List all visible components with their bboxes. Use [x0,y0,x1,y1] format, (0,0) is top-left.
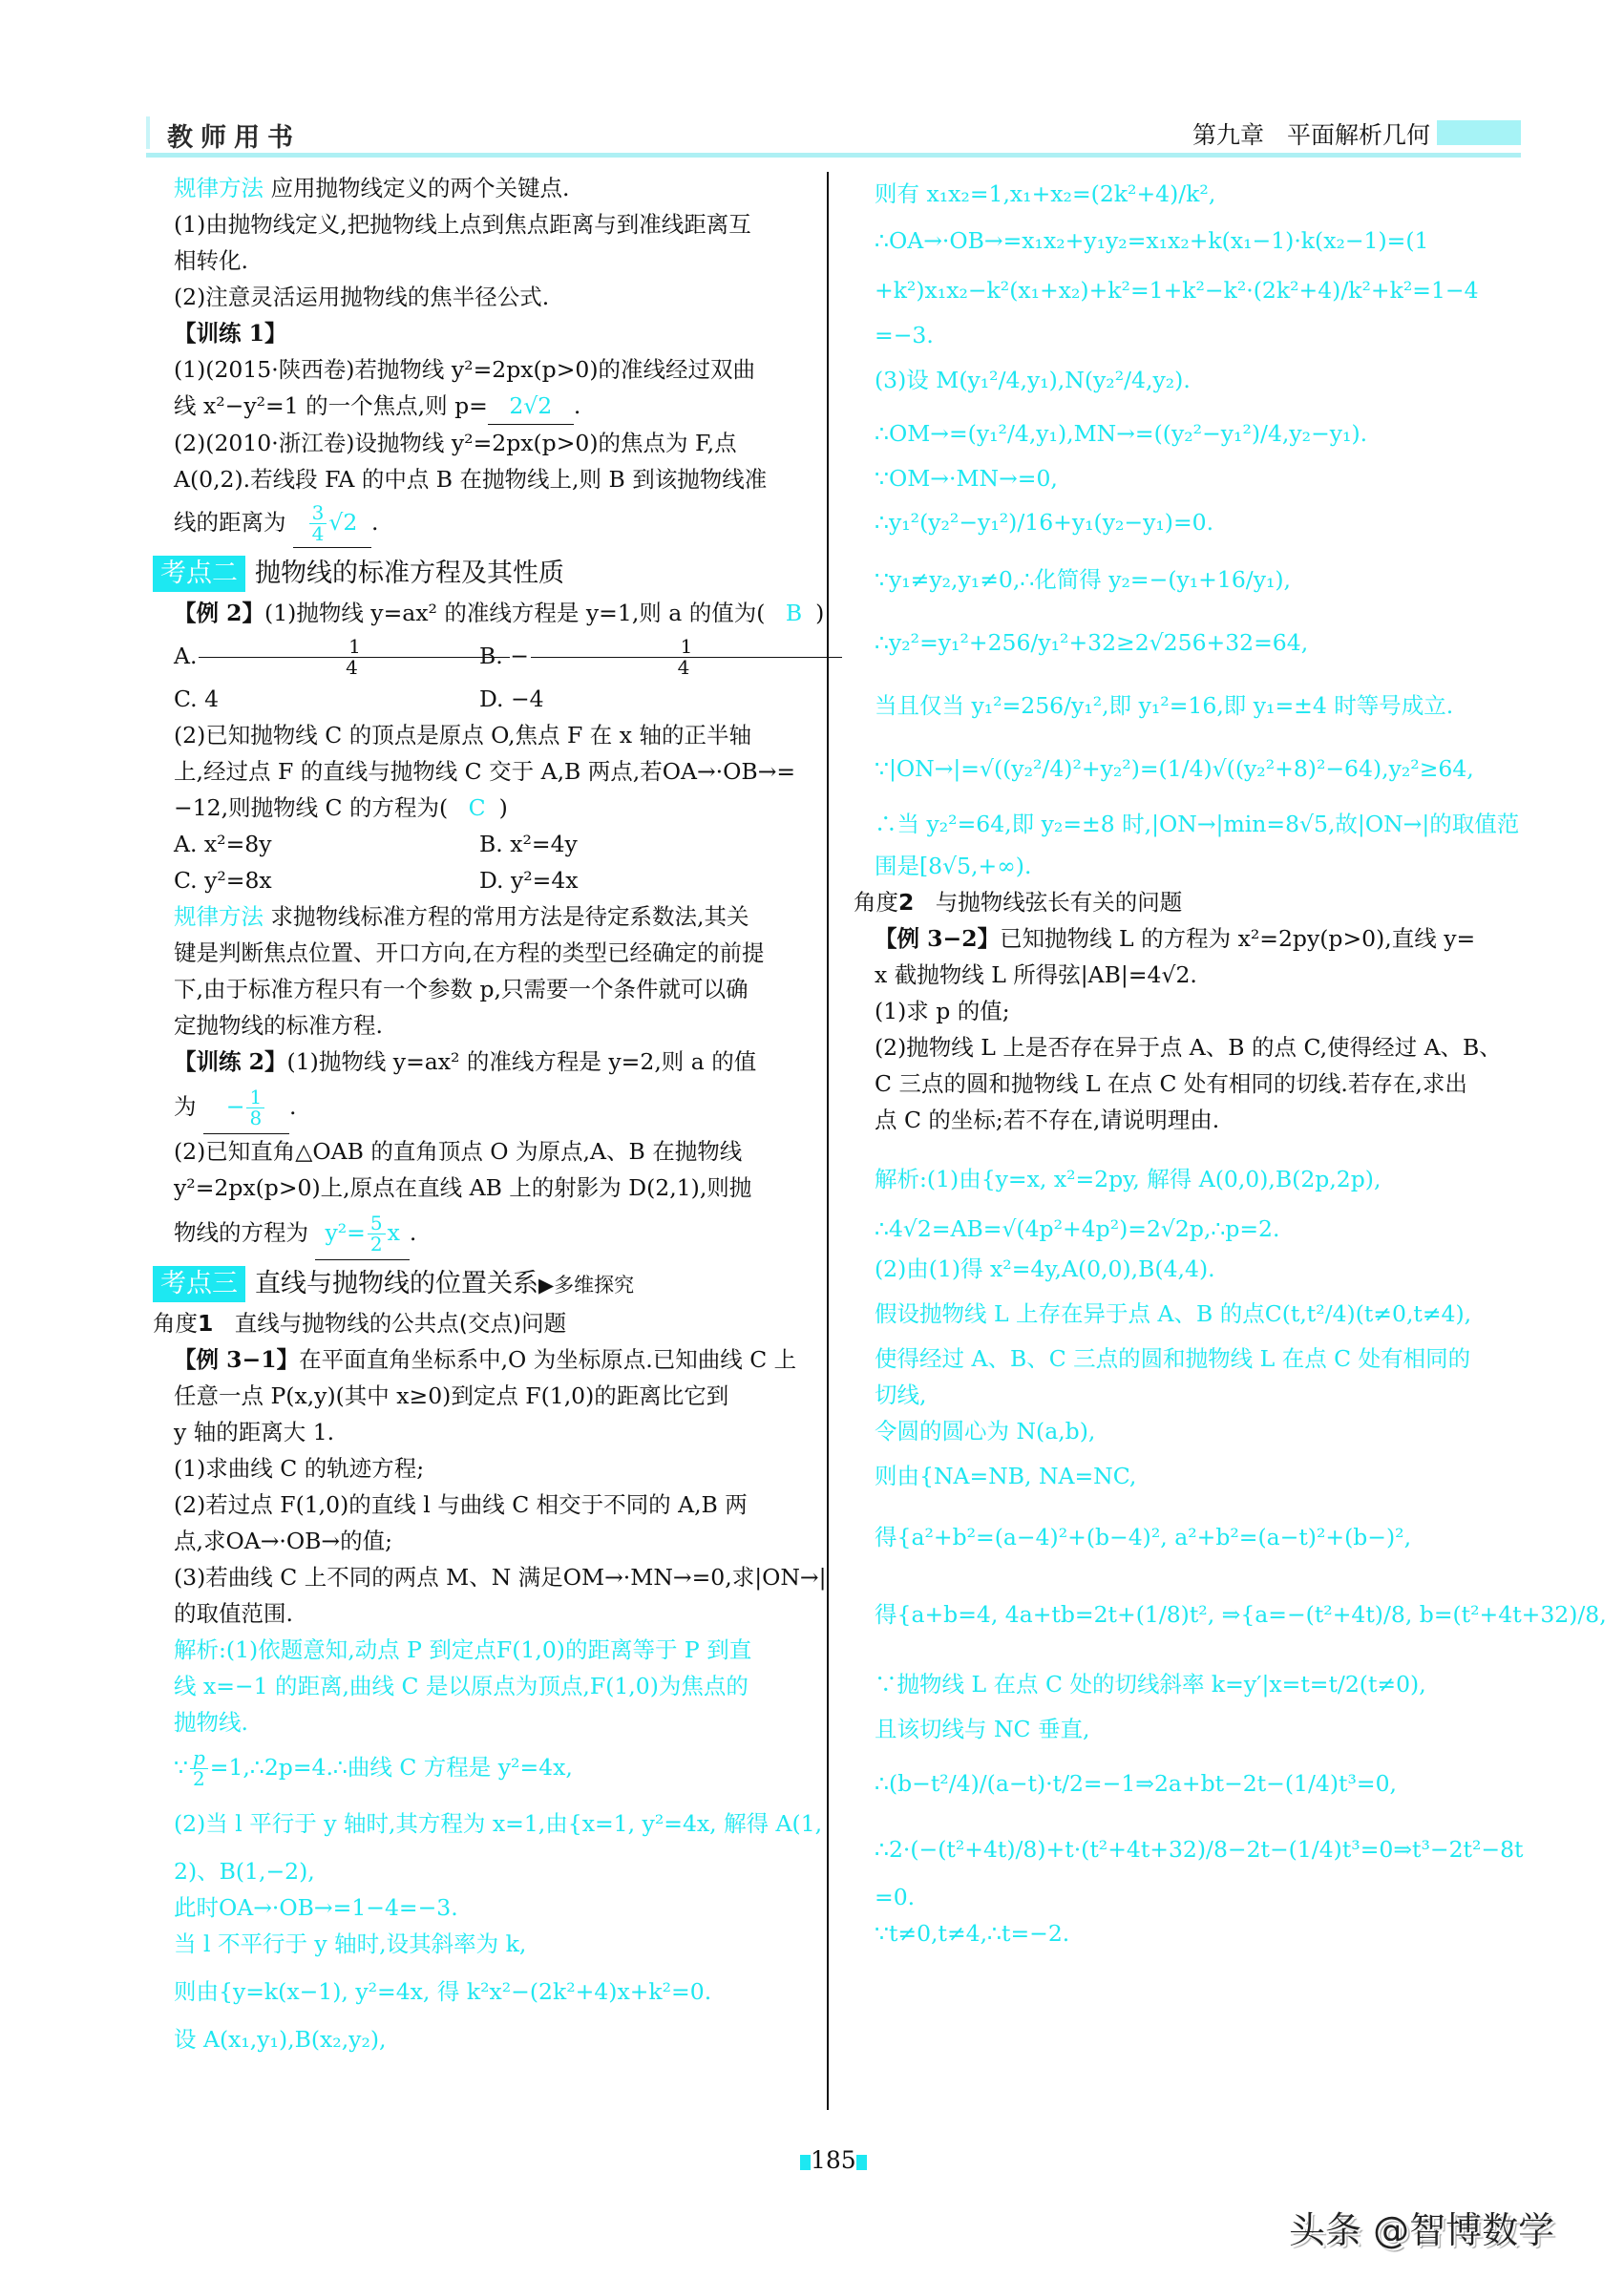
left-column [153,170,827,2057]
solution-line: ∵|ON→|=√((y₂²/4)²+y₂²)=(1/4)√((y₂²+8)²−64),y₂²≥64, [875,755,1474,782]
solution-line: 得{a+b=4, 4a+tb=2t+(1/8)t², ⇒{a=−(t²+4t)/8, b=(t²+4t+32)/8, [875,1601,1607,1628]
question-line: 物线的方程为 y²= $\frac{5}{2}$ x . [174,1206,821,1259]
numerator: 5 [368,1213,386,1234]
denominator: 8 [249,1107,263,1129]
solution-text: =1,∴2p=4.∴曲线 C 方程是 y²=4x, [209,1754,573,1781]
solution-line: 当且仅当 y₁²=256/y₁²,即 y₁²=16,即 y₁=±4 时等号成立. [875,692,1454,719]
question-line: (2)已知直角△OAB 的直角顶点 O 为原点,A、B 在抛物线 [174,1138,743,1165]
options-row [174,681,821,717]
numerator: 1 [246,1087,264,1108]
question-text: 在平面直角坐标系中,O 为坐标原点.已知曲线 C 上 [299,1346,797,1373]
fraction [190,1748,208,1789]
answer-choice: C [468,794,486,821]
question-line: 点,求OA→·OB→的值; [174,1528,393,1554]
example-line [174,595,825,631]
solution-block [875,1151,1607,1951]
angle-heading [153,1305,821,1341]
method-point: 相转化. [174,247,248,274]
page-number [800,2146,867,2174]
denominator: 2 [369,1233,383,1255]
solution-line: 抛物线. [174,1709,248,1736]
option-a [174,631,479,681]
option-fraction [531,637,836,678]
question-line: y 轴的距离大 1. [174,1419,335,1445]
question-line: 为 − $\frac{1}{8}$ . [174,1080,821,1133]
method-note-1 [174,170,821,206]
solution-line: 解析:(1)依题意知,动点 P 到定点F(1,0)的距离等于 P 到直 [174,1636,752,1663]
answer-blank [203,1080,289,1134]
question-text: (1)抛物线 y=ax² 的准线方程是 y=2,则 a 的值 [286,1048,757,1075]
page-number-text: 185 [811,2146,856,2174]
solution-line: +k²)x₁x₂−k²(x₁+x₂)+k²=1+k²−k²·(2k²+4)/k²+k²=1−4 [875,277,1479,304]
solution-line: ∴OM→=(y₁²/4,y₁),MN→=((y₂²−y₁²)/4,y₂−y₁). [875,420,1368,447]
chapter-number: 第九章 [1192,121,1264,149]
solution-line: 切线, [875,1382,927,1408]
question-line: (1)(2015·陕西卷)若抛物线 y²=2px(p>0)的准线经过双曲 [174,356,756,383]
solution-line: ∴y₂²=y₁²+256/y₁²+32≥2√256+32=64, [875,629,1309,656]
question-line: (2)若过点 F(1,0)的直线 l 与曲线 C 相交于不同的 A,B 两 [174,1491,748,1518]
answer-blank [293,497,371,548]
method-text: 求抛物线标准方程的常用方法是待定系数法,其关 [270,903,749,930]
solution-line: =−3. [875,322,934,348]
question-line: 线 x²−y²=1 的一个焦点,则 p= 2√2 . [174,388,821,425]
method-text: 键是判断焦点位置、开口方向,在方程的类型已经确定的前提 [174,939,765,966]
method-point: (2)注意灵活运用抛物线的焦半径公式. [174,284,550,310]
answer-text: x [387,1219,400,1246]
training-title: 【训练 1】 [174,320,287,347]
solution-line: 假设抛物线 L 上存在异于点 A、B 的点C(t,t²/4)(t≠0,t≠4), [875,1300,1472,1327]
solution-line: (3)设 M(y₁²/4,y₁),N(y₂²/4,y₂). [875,367,1191,393]
answer-blank [315,1206,409,1260]
question-line: x 截抛物线 L 所得弦|AB|=4√2. [875,961,1197,988]
angle-label: 角度 [153,1310,198,1337]
question-text: (1)抛物线 y=ax² 的准线方程是 y=1,则 a 的值为( [264,600,766,626]
section-title: 直线与抛物线的位置关系 [255,1269,538,1298]
section-title: 抛物线的标准方程及其性质 [255,559,564,588]
solution-line: 围是[8√5,+∞). [875,853,1032,879]
solution-line: ∴OA→·OB→=x₁x₂+y₁y₂=x₁x₂+k(x₁−1)·k(x₂−1)=(1 [875,227,1429,254]
header-left-bar [146,116,150,149]
solution-line: 且该切线与 NC 垂直, [875,1716,1090,1742]
question-line: (2)抛物线 L 上是否存在异于点 A、B 的点 C,使得经过 A、B、 [875,1034,1502,1061]
section-suffix: ▶多维探究 [538,1274,635,1297]
example-title: 【例 3−1】 [174,1346,300,1373]
method-point: (1)由抛物线定义,把抛物线上点到焦点距离与到准线距离互 [174,211,751,238]
question-line: 的取值范围. [174,1600,293,1627]
angle-label: 角度 [854,889,898,916]
question-text: 物线的方程为 [174,1219,308,1246]
solution-line: ∴2·(−(t²+4t)/8)+t·(t²+4t+32)/8−2t−(1/4)t³=0⇒t³−2t²−8t [875,1836,1524,1863]
solution-line: ∴y₁²(y₂²−y₁²)/16+y₁(y₂−y₁)=0. [875,509,1214,536]
page-number-marker-left [800,2155,811,2170]
header-accent-block [1437,120,1521,145]
solution-line: 则由{NA=NB, NA=NC, [875,1463,1137,1489]
solution-line: 当 l 不平行于 y 轴时,设其斜率为 k, [174,1930,527,1957]
header-book-title: 教师用书 [167,123,301,153]
numerator: 1 [531,637,842,658]
solution-block [174,1632,821,2057]
solution-line: ∵t≠0,t≠4,∴t=−2. [875,1920,1070,1947]
solution-line: (2)由(1)得 x²=4y,A(0,0),B(4,4). [875,1255,1215,1282]
option-c: C. y²=8x [174,867,272,894]
section-tag: 考点二 [153,556,245,592]
question-line: (1)求 p 的值; [875,998,1010,1024]
answer-text: y²= [325,1219,366,1246]
question-text: 线的距离为 [174,509,286,536]
right-column [854,170,1607,1951]
question-line: 线的距离为 $\frac{3}{4}$ √2 . [174,497,821,547]
question-line: (3)若曲线 C 上不同的两点 M、N 满足OM→·MN→=0,求|ON→| [174,1564,827,1591]
method-text: 下,由于标准方程只有一个参数 p,只需要一个条件就可以确 [174,976,749,1002]
option-b [479,631,785,681]
solution-line: ∴4√2=AB=√(4p²+4p²)=2√2p,∴p=2. [875,1215,1280,1242]
training-line [174,1044,821,1080]
solution-continued [875,170,1520,884]
answer-blank: 2√2 [488,388,574,425]
options-row [174,862,821,898]
solution-line: ∵OM→·MN→=0, [875,465,1058,492]
options-row [174,826,821,862]
method-text: 应用抛物线定义的两个关键点. [270,175,570,201]
angle-title: 直线与抛物线的公共点(交点)问题 [234,1310,567,1337]
sign: − [510,643,529,669]
method-label: 规律方法 [174,903,264,930]
denominator: 4 [311,522,325,545]
angle-title: 与抛物线弦长有关的问题 [935,889,1183,916]
question-line: A(0,2).若线段 FA 的中点 B 在抛物线上,则 B 到该抛物线准 [174,466,768,493]
question-text: 线 x²−y²=1 的一个焦点,则 p= [174,392,488,419]
question-line: 任意一点 P(x,y)(其中 x≥0)到定点 F(1,0)的距离比它到 [174,1382,729,1409]
solution-line: 得{a²+b²=(a−4)²+(b−4)², a²+b²=(a−t)²+(b−)², [875,1524,1412,1550]
solution-line: 则由{y=k(x−1), y²=4x, 得 k²x²−(2k²+4)x+k²=0. [174,1978,712,2005]
solution-line: 此时OA→·OB→=1−4=−3. [174,1894,458,1921]
section-heading [160,555,821,595]
answer-fraction [246,1087,264,1128]
answer-choice: B [785,600,803,626]
option-d: D. y²=4x [479,867,579,894]
page-number-marker-right [856,2155,867,2170]
section-heading [160,1265,821,1305]
example-title: 【例 2】 [174,600,265,626]
numerator: p [190,1748,208,1769]
numerator: 3 [309,503,327,524]
angle-heading [854,884,1516,920]
option-c: C. 4 [174,686,220,712]
option-label: A. [174,643,198,669]
option-label: B. [479,643,503,669]
question-line: (2)已知抛物线 C 的顶点是原点 O,焦点 F 在 x 轴的正半轴 [174,722,751,749]
solution-line: 令圆的圆心为 N(a,b), [875,1418,1096,1445]
solution-line: 使得经过 A、B、C 三点的圆和抛物线 L 在点 C 处有相同的 [875,1345,1471,1372]
header-chapter [1192,116,1430,151]
example-title: 【例 3−2】 [875,925,1001,952]
section-tag: 考点三 [153,1266,245,1302]
solution-line: 线 x=−1 的距离,曲线 C 是以原点为顶点,F(1,0)为焦点的 [174,1673,749,1699]
denominator: 2 [192,1767,205,1790]
solution-line: 解析:(1)由{y=x, x²=2py, 解得 A(0,0),B(2p,2p), [875,1166,1381,1192]
solution-line: ∵抛物线 L 在点 C 处的切线斜率 k=y′|x=t=t/2(t≠0), [875,1671,1426,1698]
solution-line: ∴当 y₂²=64,即 y₂=±8 时,|ON→|min=8√5,故|ON→|的取值范 [875,811,1520,837]
answer-tail: √2 [328,509,358,536]
question-text: 已知抛物线 L 的方程为 x²=2py(p>0),直线 y= [1000,925,1476,952]
denominator: 4 [677,656,690,679]
paren: ) [815,600,825,626]
question-text: 为 [174,1093,197,1120]
paren: ) [498,794,508,821]
header-underline [146,153,1521,158]
solution-line [174,1740,821,1794]
page-header [146,113,1521,153]
question-line: 点 C 的坐标;若不存在,请说明理由. [875,1107,1220,1133]
column-divider [827,172,829,2110]
example-line [875,920,1516,957]
because-symbol: ∵ [174,1754,188,1781]
question-line: C 三点的圆和抛物线 L 在点 C 处有相同的切线.若存在,求出 [875,1070,1467,1097]
solution-line: 则有 x₁x₂=1,x₁+x₂=(2k²+4)/k², [875,180,1216,207]
solution-line: 设 A(x₁,y₁),B(x₂,y₂), [174,2026,387,2053]
example-line [174,1341,821,1378]
answer-fraction [309,503,327,544]
question-line: y²=2px(p>0)上,原点在直线 AB 上的射影为 D(2,1),则抛 [174,1174,752,1201]
question-line: (1)求曲线 C 的轨迹方程; [174,1455,425,1482]
angle-number: 2 [898,889,915,916]
answer-fraction [368,1213,386,1255]
solution-line: 2)、B(1,−2), [174,1858,315,1885]
training-title: 【训练 2】 [174,1048,287,1075]
question-text: −12,则抛物线 C 的方程为( [174,794,449,821]
option-fraction [199,637,504,678]
options-row [174,631,821,681]
solution-line: ∵y₁≠y₂,y₁≠0,∴化简得 y₂=−(y₁+16/y₁), [875,566,1292,593]
denominator: 4 [346,656,358,679]
numerator: 1 [199,637,510,658]
solution-line: =0. [875,1884,916,1910]
method-label: 规律方法 [174,175,264,201]
watermark: 头条 @智博数学 [1289,2209,1555,2251]
option-a: A. x²=8y [174,831,272,857]
question-line: 上,经过点 F 的直线与抛物线 C 交于 A,B 两点,若OA→·OB→= [174,758,796,785]
method-note-2 [174,898,821,935]
method-text: 定抛物线的标准方程. [174,1012,383,1039]
option-b: B. x²=4y [479,831,578,857]
question-line [174,790,821,826]
sign: − [225,1093,245,1120]
solution-line: (2)当 l 平行于 y 轴时,其方程为 x=1,由{x=1, y²=4x, 解得 A(1, [174,1810,823,1837]
chapter-title: 平面解析几何 [1286,121,1430,149]
angle-number: 1 [198,1310,214,1337]
solution-line: ∴(b−t²/4)/(a−t)·t/2=−1⇒2a+bt−2t−(1/4)t³=0, [875,1770,1398,1797]
option-d: D. −4 [479,686,544,712]
question-line: (2)(2010·浙江卷)设抛物线 y²=2px(p>0)的焦点为 F,点 [174,430,737,456]
